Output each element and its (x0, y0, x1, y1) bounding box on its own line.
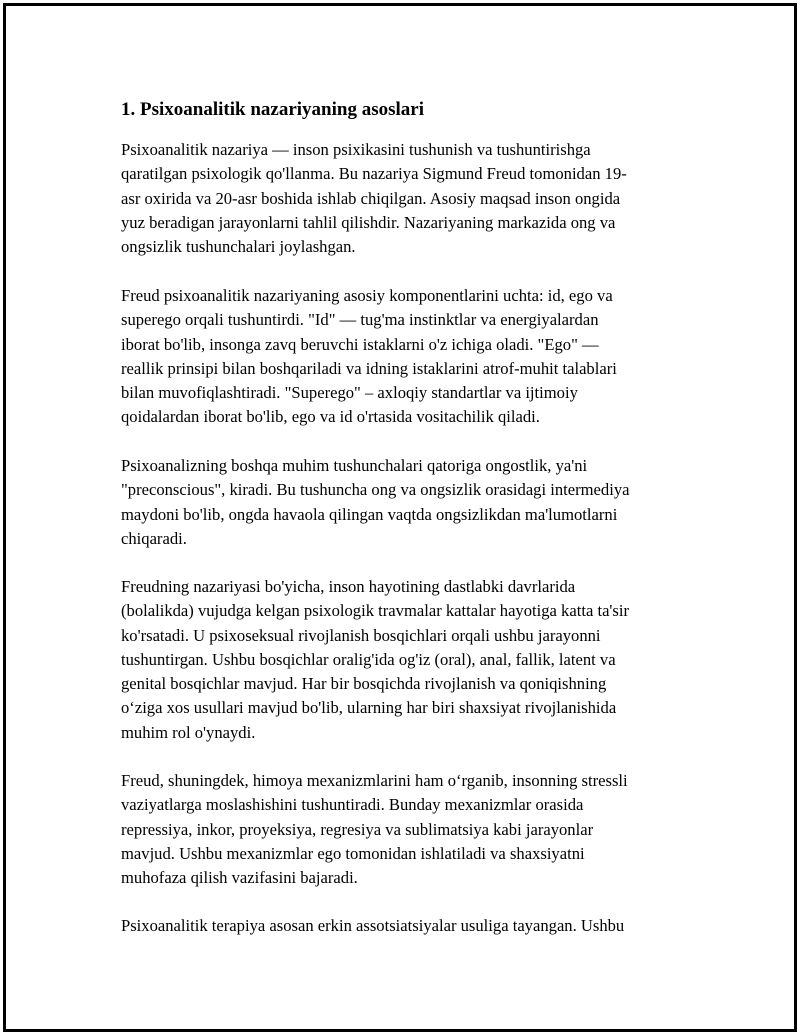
section-heading: 1. Psixoanalitik nazariyaning asoslari (121, 99, 424, 120)
text-line: (bolalikda) vujudga kelgan psixologik travmalar kattalar hayotiga katta ta'sir (121, 601, 630, 621)
text-line: Freud, shuningdek, himoya mexanizmlarini ham o‘rganib, insonning stressli (121, 771, 628, 790)
text-line: ongsizlik tushunchalari joylashgan. (121, 237, 356, 257)
text-line: mavjud. Ushbu mexanizmlar ego tomonidan ishlatiladi va shaxsiyatni (121, 843, 585, 863)
text-line: o‘ziga xos usullari mavjud bo'lib, ularning har biri shaxsiyat rivojlanishida (121, 698, 617, 718)
text-line: Psixoanalitik nazariya — inson psixikasini tushunish va tushuntirishga (121, 140, 591, 159)
text-line: reallik prinsipi bilan boshqariladi va idning istaklarini atrof-muhit talablari (121, 358, 617, 378)
page-frame (3, 3, 797, 1032)
text-line: muhim rol o'ynaydi. (121, 722, 256, 742)
text-line: "preconscious", kiradi. Bu tushuncha ong va ongsizlik orasidagi intermediya (121, 480, 630, 500)
text-line: Psixoanalitik terapiya asosan erkin assotsiatsiyalar usuliga tayangan. Ushbu (121, 916, 625, 935)
text-line: bilan muvofiqlashtiradi. "Superego" – axloqiy standartlar va ijtimoiy (121, 383, 578, 403)
text-line: yuz beradigan jarayonlarni tahlil qilishdir. Nazariyaning markazida ong va (121, 212, 616, 232)
text-line: superego orqali tushuntirdi. "Id" — tug'ma instinktlar va energiyalardan (121, 310, 599, 330)
text-line: vaziyatlarga moslashishini tushuntiradi. Bunday mexanizmlar orasida (121, 795, 584, 815)
paragraph-1 (121, 138, 627, 259)
paragraph-2 (121, 284, 617, 430)
text-line: Freud psixoanalitik nazariyaning asosiy komponentlarini uchta: id, ego va (121, 286, 613, 305)
text-line: iborat bo'lib, insonga zavq beruvchi istaklarni o'z ichiga oladi. "Ego" — (121, 334, 599, 354)
text-line: Psixoanalizning boshqa muhim tushunchalari qatoriga ongostlik, ya'ni (121, 456, 588, 475)
paragraph-4 (121, 575, 629, 745)
text-line: genital bosqichlar mavjud. Har bir bosqichda rivojlanish va qoniqishning (121, 674, 607, 694)
paragraph-6 (121, 914, 624, 938)
text-line: qaratilgan psixologik qo'llanma. Bu nazariya Sigmund Freud tomonidan 19- (121, 164, 627, 184)
text-line: Freudning nazariyasi bo'yicha, inson hayotining dastlabki davrlarida (121, 577, 576, 596)
text-line: maydoni bo'lib, ongda havaola qilingan vaqtda ongsizlikdan ma'lumotlarni (121, 504, 618, 524)
text-line: ko'rsatadi. U psixoseksual rivojlanish bosqichlari orqali ushbu jarayonni (121, 625, 601, 645)
paragraph-5 (121, 769, 628, 890)
text-line: qoidalardan iborat bo'lib, ego va id o'rtasida vositachilik qiladi. (121, 407, 540, 427)
text-line: repressiya, inkor, proyeksiya, regresiya va sublimatsiya kabi jarayonlar (121, 819, 594, 839)
text-line: tushuntirgan. Ushbu bosqichlar oralig'ida og'iz (oral), anal, fallik, latent va (121, 649, 616, 669)
paragraph-3 (121, 454, 629, 551)
text-line: asr oxirida va 20-asr boshida ishlab chiqilgan. Asosiy maqsad inson ongida (121, 188, 621, 208)
text-line: muhofaza qilish vazifasini bajaradi. (121, 868, 358, 888)
text-line: chiqaradi. (121, 528, 187, 548)
